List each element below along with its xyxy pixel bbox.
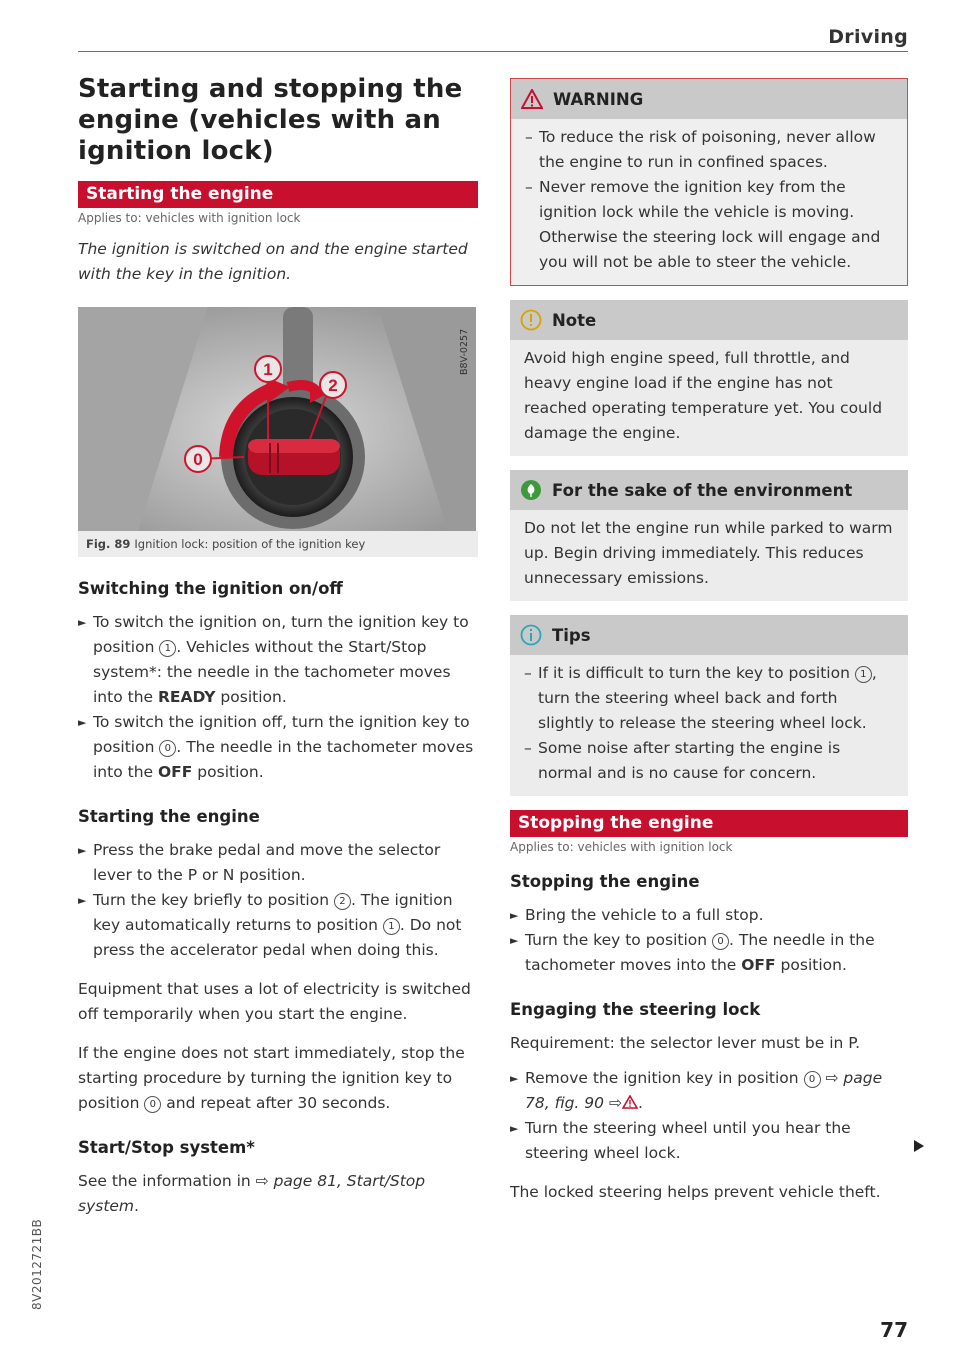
page-title: Starting and stopping the engine (vehicles with an ignition lock)	[78, 74, 463, 166]
section-bar-starting: Starting the engine	[78, 181, 478, 208]
tips-item: – Some noise after starting the engine is normal and is no cause for concern.	[524, 736, 896, 786]
note-box	[510, 300, 908, 456]
warning-item: – To reduce the risk of poisoning, never allow the engine to run in confined spaces.	[525, 125, 895, 175]
warning-header: WARNING	[511, 79, 907, 119]
paragraph-start-stop: See the information in ⇨ page 81, Start/Stop system.	[78, 1172, 426, 1215]
step-key-off: ► Turn the key to position 0 . The needle in the tachometer moves into the OFF position.	[510, 931, 875, 974]
warning-box	[510, 78, 908, 286]
right-column	[510, 78, 908, 1205]
figure-number: Fig. 89	[86, 537, 131, 551]
ignition-figure	[78, 307, 476, 531]
xref-warning-link[interactable]: ⇨	[609, 1094, 638, 1112]
heading-stopping-engine: Stopping the engine	[510, 872, 700, 891]
xref-start-stop-link[interactable]: ⇨ page 81, Start/Stop system	[78, 1172, 426, 1215]
step-turn-key: ► Turn the key briefly to position 2 . The ignition key automatically returns to position 1 . Do not press the accelerator pedal when doing this.	[78, 891, 462, 959]
environment-box	[510, 470, 908, 601]
next-page-arrow-icon	[914, 1140, 924, 1152]
intro-text: The ignition is switched on and the engine started with the key in the ignition.	[78, 240, 468, 283]
heading-start-stop: Start/Stop system*	[78, 1138, 255, 1157]
position-marker: 1	[159, 640, 176, 657]
position-marker: 1	[383, 918, 400, 935]
applies-to: Applies to: vehicles with ignition lock	[510, 840, 733, 854]
tips-header: Tips	[510, 615, 908, 655]
position-marker: 1	[855, 666, 872, 683]
warning-triangle-icon	[622, 1095, 638, 1109]
applies-to: Applies to: vehicles with ignition lock	[78, 211, 301, 225]
position-marker: 0	[144, 1096, 161, 1113]
section-title: Driving	[828, 26, 908, 48]
figure-marker-1: 1	[263, 360, 273, 379]
left-column	[78, 74, 478, 1219]
environment-leaf-icon	[520, 479, 542, 501]
position-marker: 0	[804, 1071, 821, 1088]
step-ignition-off: ► To switch the ignition off, turn the ignition key to position 0 . The needle in the tachometer moves into the OFF position.	[78, 713, 474, 781]
position-marker: 0	[712, 933, 729, 950]
environment-text: Do not let the engine run while parked to warm up. Begin driving immediately. This reduces unnecessary emissions.	[524, 519, 893, 587]
note-header: Note	[510, 300, 908, 340]
position-marker: 2	[334, 893, 351, 910]
warning-item: – Never remove the ignition key from the ignition lock while the vehicle is moving. Otherwise the steering lock will engage and you will not be able to steer the vehicle.	[525, 175, 895, 275]
info-circle-icon	[520, 624, 542, 646]
environment-header: For the sake of the environment	[510, 470, 908, 510]
section-bar-stopping: Stopping the engine	[510, 810, 908, 837]
figure-marker-2: 2	[328, 376, 338, 395]
step-full-stop: ► Bring the vehicle to a full stop.	[510, 906, 764, 924]
paragraph-electricity: Equipment that uses a lot of electricity is switched off temporarily when you start the engine.	[78, 980, 471, 1023]
position-marker: 0	[159, 740, 176, 757]
ignition-lock-illustration	[78, 307, 476, 531]
paragraph-theft: The locked steering helps prevent vehicle theft.	[510, 1183, 881, 1201]
warning-triangle-icon	[521, 89, 543, 109]
page-number: 77	[880, 1318, 908, 1342]
heading-starting-engine: Starting the engine	[78, 807, 260, 826]
figure-caption-text: Ignition lock: position of the ignition key	[134, 537, 366, 551]
figure-marker-0: 0	[193, 450, 203, 469]
header-rule	[78, 51, 908, 52]
step-brake-pedal: ► Press the brake pedal and move the selector lever to the P or N position.	[78, 841, 441, 884]
heading-switching-ignition: Switching the ignition on/off	[78, 579, 343, 598]
requirement-text: Requirement: the selector lever must be in P.	[510, 1034, 861, 1052]
tips-item: – If it is difficult to turn the key to position 1 , turn the steering wheel back and forth slightly to release the steering wheel lock.	[524, 661, 896, 736]
step-turn-wheel: ► Turn the steering wheel until you hear the steering wheel lock.	[510, 1119, 851, 1162]
xref-page-78-link[interactable]: ⇨ page 78, fig. 90	[525, 1069, 883, 1112]
step-ignition-on: ► To switch the ignition on, turn the ignition key to position 1 . Vehicles without the Start/Stop system*: the needle in the tachometer moves into the READY position.	[78, 613, 469, 706]
step-remove-key: ► Remove the ignition key in position 0 ⇨ page 78, fig. 90 ⇨ .	[510, 1069, 883, 1112]
note-text: Avoid high engine speed, full throttle, and heavy engine load if the engine has not reached operating temperature yet. You could damage the engine.	[524, 349, 883, 442]
tips-box	[510, 615, 908, 796]
paragraph-no-start: If the engine does not start immediately, stop the starting procedure by turning the ignition key to position 0 and repeat after 30 seconds.	[78, 1044, 465, 1112]
figure-caption	[78, 531, 478, 557]
image-code: B8V-0257	[459, 328, 470, 375]
heading-steering-lock: Engaging the steering lock	[510, 1000, 761, 1019]
exclamation-circle-icon	[520, 309, 542, 331]
document-code: 8V2012721BB	[30, 1218, 44, 1310]
